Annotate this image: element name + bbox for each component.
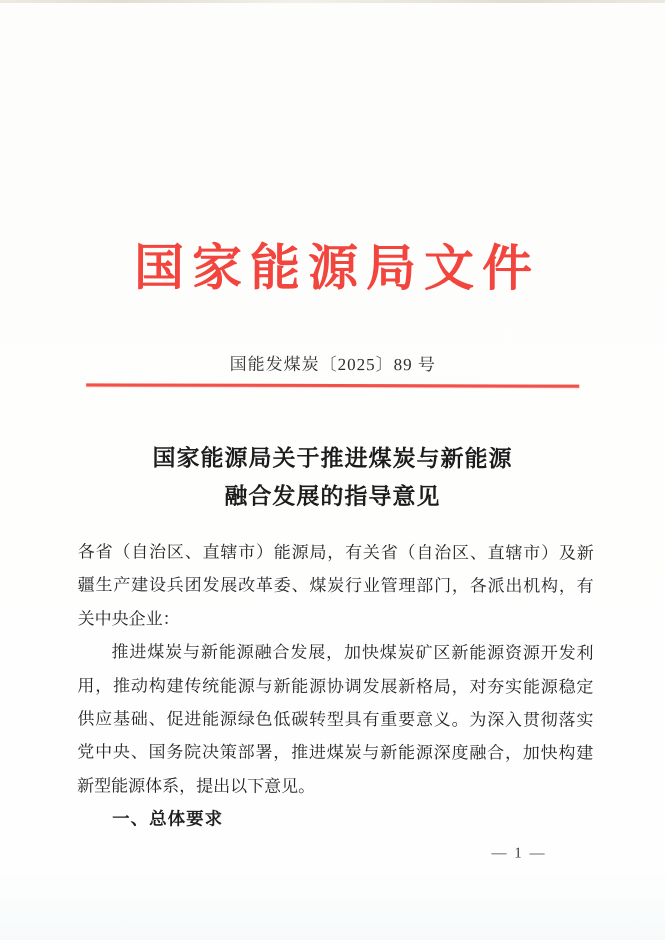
- page-number: — 1 —: [491, 845, 547, 862]
- body-paragraph-line: 推进煤炭与新能源融合发展，加快煤炭矿区新能源资源开发利: [111, 642, 594, 663]
- section-heading: 一、总体要求: [112, 808, 224, 829]
- document-title-line1: 国家能源局关于推进煤炭与新能源: [152, 445, 513, 472]
- body-paragraph-line: 新型能源体系，提出以下意见。: [77, 776, 316, 796]
- salutation-line: 疆生产建设兵团发展改革委、煤炭行业管理部门，各派出机构，有: [77, 575, 594, 597]
- document-title: [0, 439, 665, 517]
- document-body: [77, 535, 594, 837]
- agency-letterhead-title: 国家能源局文件: [133, 239, 541, 297]
- salutation-line: 关中央企业：: [77, 609, 180, 629]
- red-divider-line: [86, 383, 579, 387]
- salutation-line: 各省（自治区、直辖市）能源局，有关省（自治区、直辖市）及新: [77, 542, 594, 563]
- document-reference-number: 国能发煤炭〔2025〕89 号: [229, 354, 436, 375]
- document-title-line2: 融合发展的指导意见: [224, 483, 441, 510]
- body-paragraph-line: 供应基础、促进能源绿色低碳转型具有重要意义。为深入贯彻落实: [77, 709, 594, 730]
- body-paragraph-line: 党中央、国务院决策部署，推进煤炭与新能源深度融合，加快构建: [77, 742, 594, 764]
- body-paragraph-line: 用，推动构建传统能源与新能源协调发展新格局，对夯实能源稳定: [77, 675, 594, 697]
